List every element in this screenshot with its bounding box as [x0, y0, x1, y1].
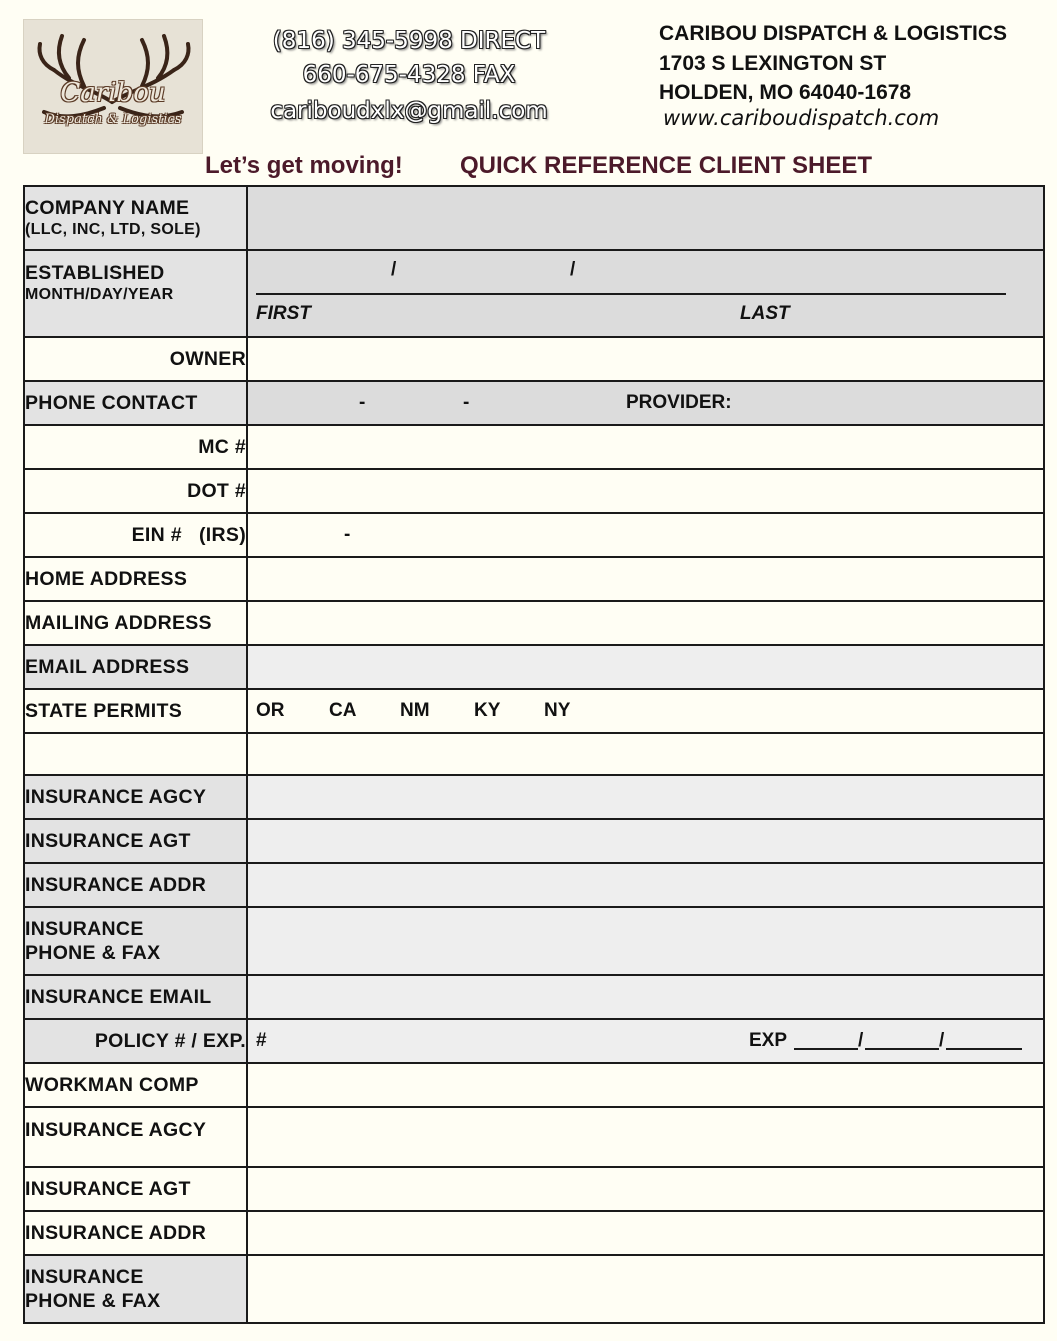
ein-field[interactable]	[247, 513, 1044, 557]
permit-or[interactable]: OR	[256, 700, 285, 721]
city-address: HOLDEN, MO 64040-1678	[659, 81, 912, 104]
client-form	[23, 185, 1045, 1324]
label-insurance-agt: INSURANCE AGT	[24, 819, 247, 863]
company-logo	[23, 19, 203, 154]
owner-field[interactable]	[247, 337, 1044, 381]
insurance-addr-field[interactable]	[247, 863, 1044, 907]
company-name-sub: (LLC, INC, LTD, SOLE)	[25, 221, 201, 238]
row-mc	[24, 425, 1044, 469]
row-wc-insurance-addr	[24, 1211, 1044, 1255]
permit-ky[interactable]: KY	[474, 700, 501, 721]
label-wc-insurance-addr: INSURANCE ADDR	[24, 1211, 247, 1255]
row-wc-insurance-agt	[24, 1167, 1044, 1211]
label-home-address: HOME ADDRESS	[24, 557, 247, 601]
row-email-address	[24, 645, 1044, 689]
row-wc-insurance-agcy	[24, 1107, 1044, 1167]
sheet-title: QUICK REFERENCE CLIENT SHEET	[460, 152, 873, 179]
logo-name: Caribou	[60, 78, 166, 108]
insurance-agcy-field[interactable]	[247, 775, 1044, 819]
exp-month-line[interactable]	[794, 1048, 858, 1050]
label-ein: EIN # (IRS)	[24, 513, 247, 557]
row-insurance-email	[24, 975, 1044, 1019]
company-name-field[interactable]	[247, 186, 1044, 250]
tagline: Let’s get moving!	[205, 152, 403, 179]
label-dot: DOT #	[24, 469, 247, 513]
wc-insurance-agt-field[interactable]	[247, 1167, 1044, 1211]
email-address-field[interactable]	[247, 645, 1044, 689]
insurance-email-field[interactable]	[247, 975, 1044, 1019]
permit-ca[interactable]: CA	[329, 700, 357, 721]
policy-hash: #	[256, 1030, 267, 1051]
dot-field[interactable]	[247, 469, 1044, 513]
row-insurance-phone	[24, 907, 1044, 975]
exp-slash-1: /	[858, 1030, 864, 1051]
row-insurance-addr	[24, 863, 1044, 907]
wc-insurance-addr-field[interactable]	[247, 1211, 1044, 1255]
exp-day-line[interactable]	[865, 1048, 939, 1050]
ein-dash: -	[344, 524, 351, 545]
label-workman-comp: WORKMAN COMP	[24, 1063, 247, 1107]
row-mailing-address	[24, 601, 1044, 645]
mc-field[interactable]	[247, 425, 1044, 469]
last-name-caption: LAST	[740, 303, 790, 324]
row-ein	[24, 513, 1044, 557]
label-mailing-address: MAILING ADDRESS	[24, 601, 247, 645]
label-insurance-addr: INSURANCE ADDR	[24, 863, 247, 907]
wc-insurance-agcy-field[interactable]	[247, 1107, 1044, 1167]
label-wc-insurance-agt: INSURANCE AGT	[24, 1167, 247, 1211]
row-company-name	[24, 186, 1044, 250]
mailing-address-field[interactable]	[247, 601, 1044, 645]
home-address-field[interactable]	[247, 557, 1044, 601]
phone-field[interactable]	[247, 381, 1044, 425]
row-insurance-agt	[24, 819, 1044, 863]
label-insurance-phone	[24, 907, 247, 975]
label-email-address: EMAIL ADDRESS	[24, 645, 247, 689]
phone-direct: (816) 345-5998 DIRECT	[272, 28, 546, 54]
date-slash-1: /	[391, 259, 397, 280]
insurance-phone-label-1: INSURANCE	[25, 918, 144, 940]
company-name-label: COMPANY NAME	[25, 197, 190, 219]
row-policy	[24, 1019, 1044, 1063]
first-name-caption: FIRST	[256, 303, 311, 324]
label-state-permits: STATE PERMITS	[24, 689, 247, 733]
established-field[interactable]	[247, 250, 1044, 337]
state-permits-field[interactable]	[247, 689, 1044, 733]
date-slash-2: /	[570, 259, 576, 280]
label-owner: OWNER	[24, 337, 247, 381]
website-link[interactable]: www.cariboudispatch.com	[663, 106, 940, 130]
wc-insurance-phone-label-2: PHONE & FAX	[25, 1290, 161, 1312]
label-company-name	[24, 186, 247, 250]
exp-label: EXP	[749, 1030, 788, 1051]
wc-insurance-phone-field[interactable]	[247, 1255, 1044, 1323]
label-blank	[24, 733, 247, 775]
row-owner	[24, 337, 1044, 381]
established-sub: MONTH/DAY/YEAR	[25, 286, 174, 303]
fax-number: 660-675-4328 FAX	[302, 62, 516, 88]
row-wc-insurance-phone	[24, 1255, 1044, 1323]
owner-name-underline	[256, 293, 1006, 295]
phone-dash-2: -	[463, 392, 470, 413]
label-wc-insurance-phone	[24, 1255, 247, 1323]
exp-slash-2: /	[939, 1030, 945, 1051]
label-insurance-agcy: INSURANCE AGCY	[24, 775, 247, 819]
exp-year-line[interactable]	[946, 1048, 1022, 1050]
insurance-agt-field[interactable]	[247, 819, 1044, 863]
blank-field[interactable]	[247, 733, 1044, 775]
row-state-permits	[24, 689, 1044, 733]
row-workman-comp	[24, 1063, 1044, 1107]
email-link[interactable]: cariboudxlx@gmail.com	[270, 98, 548, 124]
permit-ny[interactable]: NY	[544, 700, 571, 721]
row-dot	[24, 469, 1044, 513]
row-home-address	[24, 557, 1044, 601]
label-insurance-email: INSURANCE EMAIL	[24, 975, 247, 1019]
row-blank	[24, 733, 1044, 775]
company-name-heading: CARIBOU DISPATCH & LOGISTICS	[659, 22, 1008, 45]
insurance-phone-field[interactable]	[247, 907, 1044, 975]
label-phone-contact: PHONE CONTACT	[24, 381, 247, 425]
insurance-phone-label-2: PHONE & FAX	[25, 942, 161, 964]
phone-dash-1: -	[359, 392, 366, 413]
label-established	[24, 250, 247, 337]
label-mc: MC #	[24, 425, 247, 469]
established-label: ESTABLISHED	[25, 262, 165, 284]
policy-field[interactable]	[247, 1019, 1044, 1063]
permit-nm[interactable]: NM	[400, 700, 430, 721]
row-established	[24, 250, 1044, 337]
row-insurance-agcy	[24, 775, 1044, 819]
row-phone	[24, 381, 1044, 425]
street-address: 1703 S LEXINGTON ST	[659, 52, 887, 75]
label-policy: POLICY # / EXP.	[24, 1019, 247, 1063]
provider-label: PROVIDER:	[626, 392, 732, 413]
logo-subtitle: Dispatch & Logistics	[44, 112, 182, 127]
label-wc-insurance-agcy: INSURANCE AGCY	[24, 1107, 247, 1167]
wc-insurance-phone-label-1: INSURANCE	[25, 1266, 144, 1288]
workman-comp-field[interactable]	[247, 1063, 1044, 1107]
